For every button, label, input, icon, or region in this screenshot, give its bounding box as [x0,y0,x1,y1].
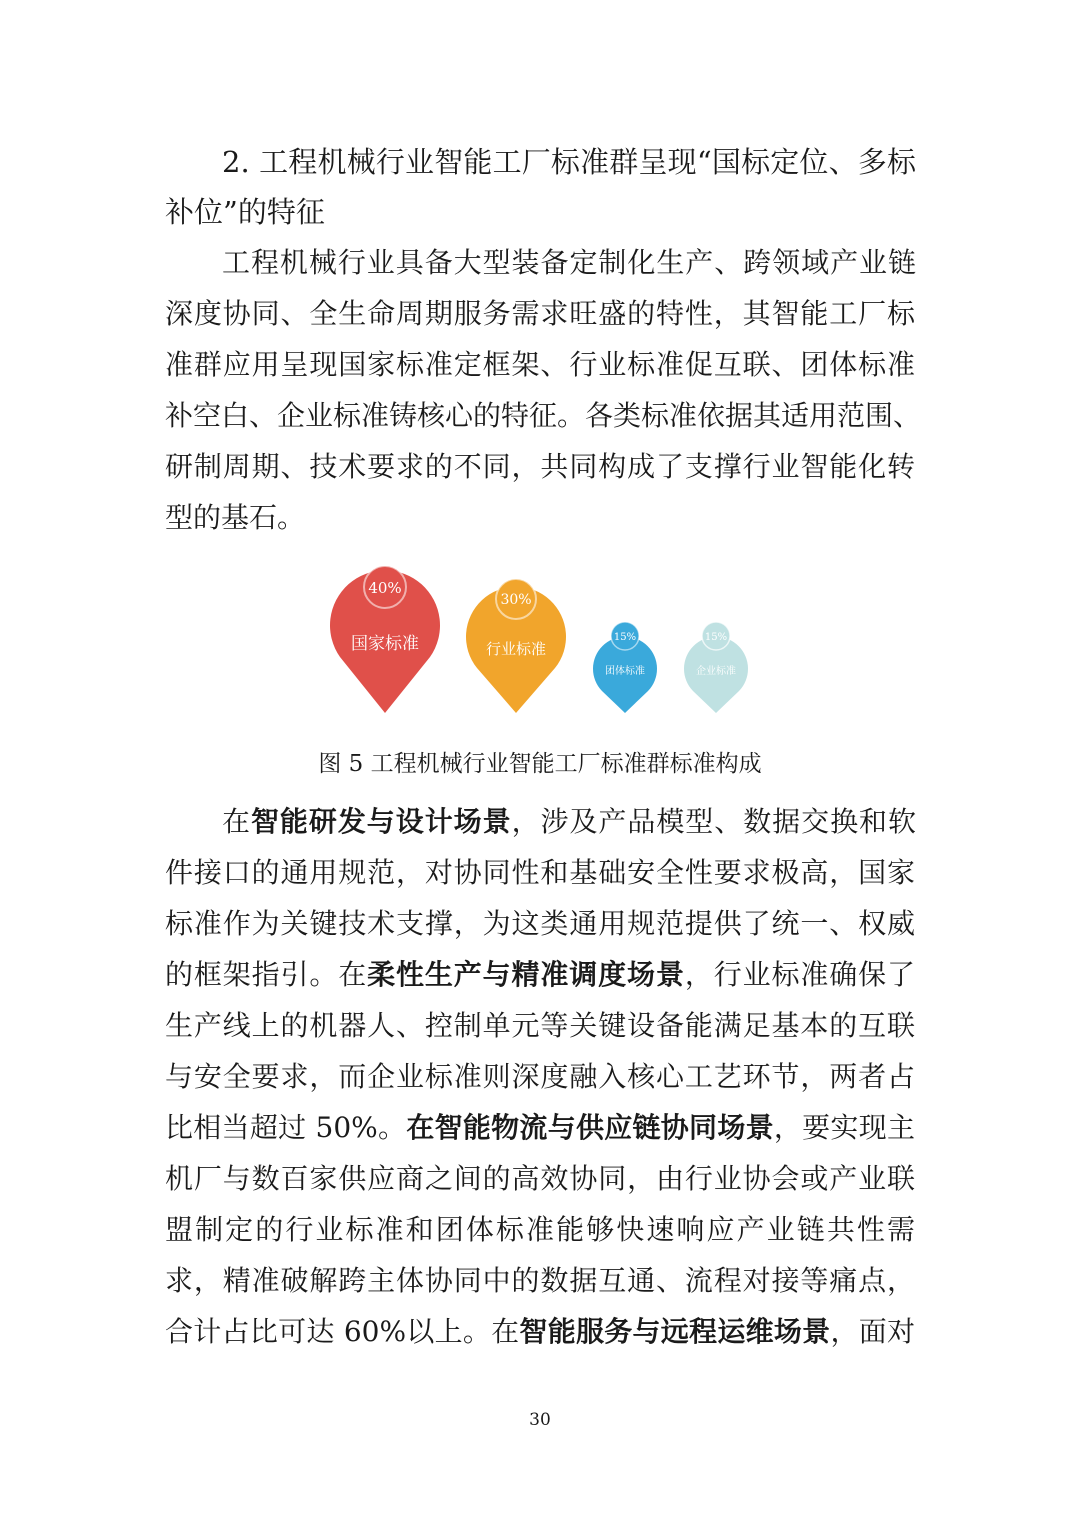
paragraph-1-line-6: 型的基石。 [165,501,306,534]
pin-percent-enterprise-standard: 15% [704,632,728,643]
standards-composition-figure [320,565,760,725]
paragraph-2-line-4 [165,958,915,992]
paragraph-2-line-5: 生产线上的机器人、控制单元等关键设备能满足基本的互联 [165,1009,915,1042]
pin-label-industry-standard: 行业标准 [485,640,547,658]
paragraph-2-text: ，行业标准确保了 [684,958,915,991]
scenario-emphasis-rd-design: 智能研发与设计场景 [250,805,512,838]
pin-percent-group-standard: 15% [613,632,637,643]
section-heading-line-1: 2. 工程机械行业智能工厂标准群呈现“国标定位、多标 [222,145,916,179]
paragraph-2-text: 合计占比可达 60%以上。在 [165,1315,520,1348]
paragraph-1-line-2: 深度协同、全生命周期服务需求旺盛的特性，其智能工厂标 [165,297,915,330]
pin-marker-enterprise-standard [684,622,748,713]
paragraph-2-line-9: 盟制定的行业标准和团体标准能够快速响应产业链共性需 [165,1213,915,1246]
pin-marker-group-standard [593,622,657,713]
pin-marker-industry-standard [466,579,566,713]
scenario-emphasis-logistics-supply-chain: 在智能物流与供应链协同场景 [406,1111,774,1144]
page-number: 30 [529,1410,551,1430]
paragraph-2-text: 比相当超过 50%。 [165,1111,407,1144]
scenario-emphasis-remote-service: 智能服务与远程运维场景 [519,1315,831,1348]
scenario-emphasis-flexible-production: 柔性生产与精准调度场景 [367,958,685,991]
paragraph-2-line-1 [222,805,916,839]
pin-label-national-standard: 国家标准 [351,634,419,654]
paragraph-2-line-3: 标准作为关键技术支撑，为这类通用规范提供了统一、权威 [165,907,915,940]
paragraph-2-text: ，面对 [830,1315,915,1348]
paragraph-1-line-1: 工程机械行业具备大型装备定制化生产、跨领域产业链 [222,246,916,279]
paragraph-1-line-5: 研制周期、技术要求的不同，共同构成了支撑行业智能化转 [165,450,915,483]
pin-percent-national-standard: 40% [368,579,402,597]
paragraph-1-line-4: 补空白、企业标准铸核心的特征。各类标准依据其适用范围、 [165,399,922,432]
pin-marker-national-standard [330,566,440,713]
paragraph-2-line-6: 与安全要求，而企业标准则深度融入核心工艺环节，两者占 [165,1060,915,1093]
paragraph-2-text: ，要实现主 [773,1111,915,1144]
pin-label-enterprise-standard: 企业标准 [696,666,736,677]
pin-percent-industry-standard: 30% [500,592,532,608]
section-heading-line-2: 补位”的特征 [165,195,325,229]
paragraph-2-line-7 [165,1111,915,1145]
paragraph-2-text: 在 [222,805,251,838]
pin-label-group-standard: 团体标准 [605,666,645,677]
paragraph-2-line-8: 机厂与数百家供应商之间的高效协同，由行业协会或产业联 [165,1162,915,1195]
figure-caption: 图 5 工程机械行业智能工厂标准群标准构成 [318,751,762,777]
paragraph-2-text: ，涉及产品模型、数据交换和软 [511,805,916,838]
paragraph-2-text: 的框架指引。在 [165,958,368,991]
paragraph-2-line-10: 求，精准破解跨主体协同中的数据互通、流程对接等痛点， [165,1264,915,1297]
paragraph-1-line-3: 准群应用呈现国家标准定框架、行业标准促互联、团体标准 [165,348,915,381]
paragraph-2-line-11 [165,1315,915,1349]
paragraph-2-line-2: 件接口的通用规范，对协同性和基础安全性要求极高，国家 [165,856,915,889]
